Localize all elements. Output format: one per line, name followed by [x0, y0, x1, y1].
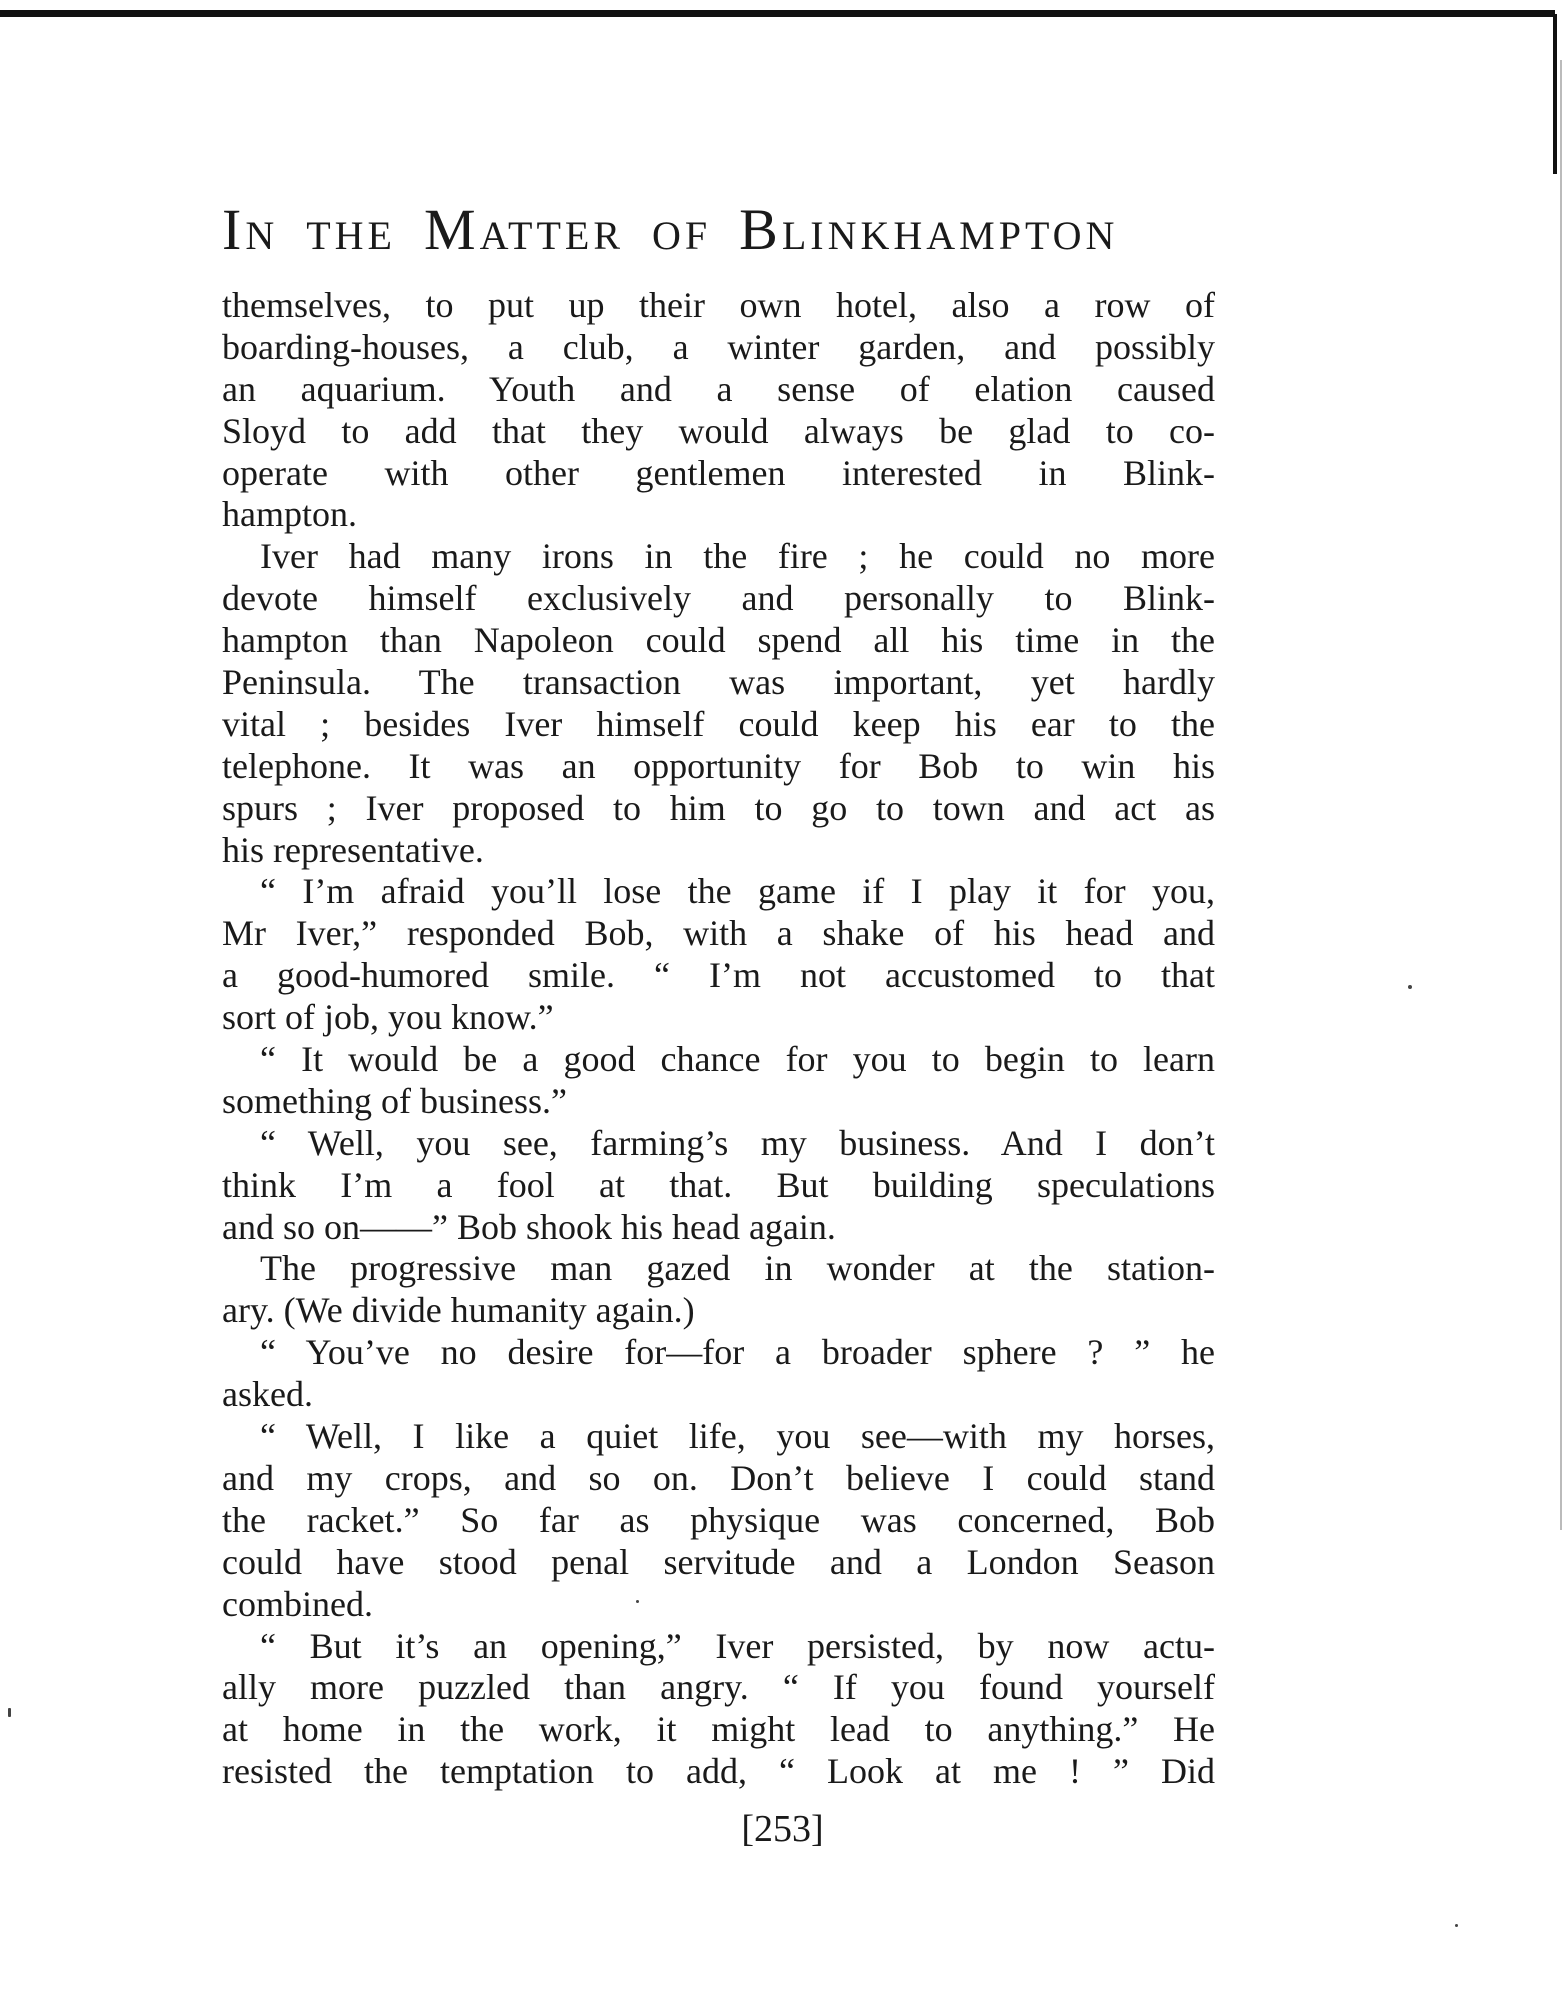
text-line: at home in the work, it might lead to anything.” He: [222, 1709, 1215, 1750]
scan-speck: [1455, 1924, 1458, 1927]
page-number: [253]: [741, 1808, 824, 1850]
running-head-initial-in: I: [222, 197, 246, 262]
running-head-word-the: THE: [306, 213, 396, 258]
text-line: Iver had many irons in the fire ; he could no more: [260, 536, 1215, 577]
scan-right-edge: [1560, 60, 1562, 1530]
text-line: resisted the temptation to add, “ Look at me ! ” Did: [222, 1751, 1215, 1792]
text-line: “ You’ve no desire for—for a broader sphere ? ” he: [260, 1332, 1215, 1373]
running-head-word-blinkhampton: LINKHAMPTON: [781, 213, 1119, 258]
scan-top-border: [0, 10, 1555, 17]
text-line: “ I’m afraid you’ll lose the game if I play it for you,: [260, 871, 1215, 912]
text-line: hampton.: [222, 494, 357, 535]
scan-speck: [1408, 985, 1412, 989]
text-line: “ But it’s an opening,” Iver persisted, by now actu-: [260, 1625, 1215, 1666]
running-head-word-matter: ATTER: [479, 213, 624, 258]
text-line: Mr Iver,” responded Bob, with a shake of his head and: [222, 913, 1215, 954]
text-line: a good-humored smile. “ I’m not accustomed to that: [222, 955, 1215, 996]
text-line: telephone. It was an opportunity for Bob to win his: [222, 745, 1215, 786]
text-line: his representative.: [222, 829, 484, 870]
running-head-initial-matter: M: [423, 197, 480, 262]
text-line: could have stood penal servitude and a London Season: [222, 1541, 1215, 1582]
text-line: and so on——” Bob shook his head again.: [222, 1206, 836, 1247]
text-line: think I’m a fool at that. But building speculations: [222, 1164, 1215, 1205]
text-line: hampton than Napoleon could spend all his time in the: [222, 620, 1215, 661]
text-line: an aquarium. Youth and a sense of elation caused: [222, 368, 1215, 409]
text-line: sort of job, you know.”: [222, 997, 554, 1038]
text-line: Peninsula. The transaction was important, yet hardly: [222, 662, 1215, 703]
text-line: operate with other gentlemen interested in Blink-: [222, 452, 1215, 493]
text-line: ally more puzzled than angry. “ If you found yourself: [222, 1667, 1215, 1708]
running-head-word-of: OF: [652, 213, 712, 258]
text-line: asked.: [222, 1374, 313, 1415]
text-line: and my crops, and so on. Don’t believe I could stand: [222, 1457, 1215, 1498]
scan-right-border: [1553, 14, 1557, 174]
text-line: ary. (We divide humanity again.): [222, 1290, 695, 1331]
running-head-word-in: N: [245, 213, 279, 258]
text-line: spurs ; Iver proposed to him to go to town and act as: [222, 787, 1215, 828]
body-text: [222, 285, 1215, 1793]
scan-speck: [636, 1600, 639, 1603]
text-line: Sloyd to add that they would always be glad to co-: [222, 410, 1215, 451]
text-line: combined.: [222, 1583, 373, 1624]
running-head-initial-blinkhampton: B: [739, 197, 782, 262]
text-line: “ Well, I like a quiet life, you see—with my horses,: [260, 1416, 1215, 1457]
text-line: “ Well, you see, farming’s my business. And I don’t: [260, 1122, 1215, 1163]
text-line: “ It would be a good chance for you to begin to learn: [260, 1039, 1215, 1080]
text-line: boarding-houses, a club, a winter garden, and possibly: [222, 326, 1215, 367]
running-head: [222, 197, 1222, 266]
text-line: The progressive man gazed in wonder at the station-: [260, 1248, 1215, 1289]
text-line: vital ; besides Iver himself could keep his ear to the: [222, 703, 1215, 744]
text-line: themselves, to put up their own hotel, also a row of: [222, 285, 1215, 325]
text-line: the racket.” So far as physique was concerned, Bob: [222, 1499, 1215, 1540]
text-line: something of business.”: [222, 1080, 567, 1121]
text-line: devote himself exclusively and personally to Blink-: [222, 578, 1215, 619]
scan-speck: [8, 1708, 11, 1717]
